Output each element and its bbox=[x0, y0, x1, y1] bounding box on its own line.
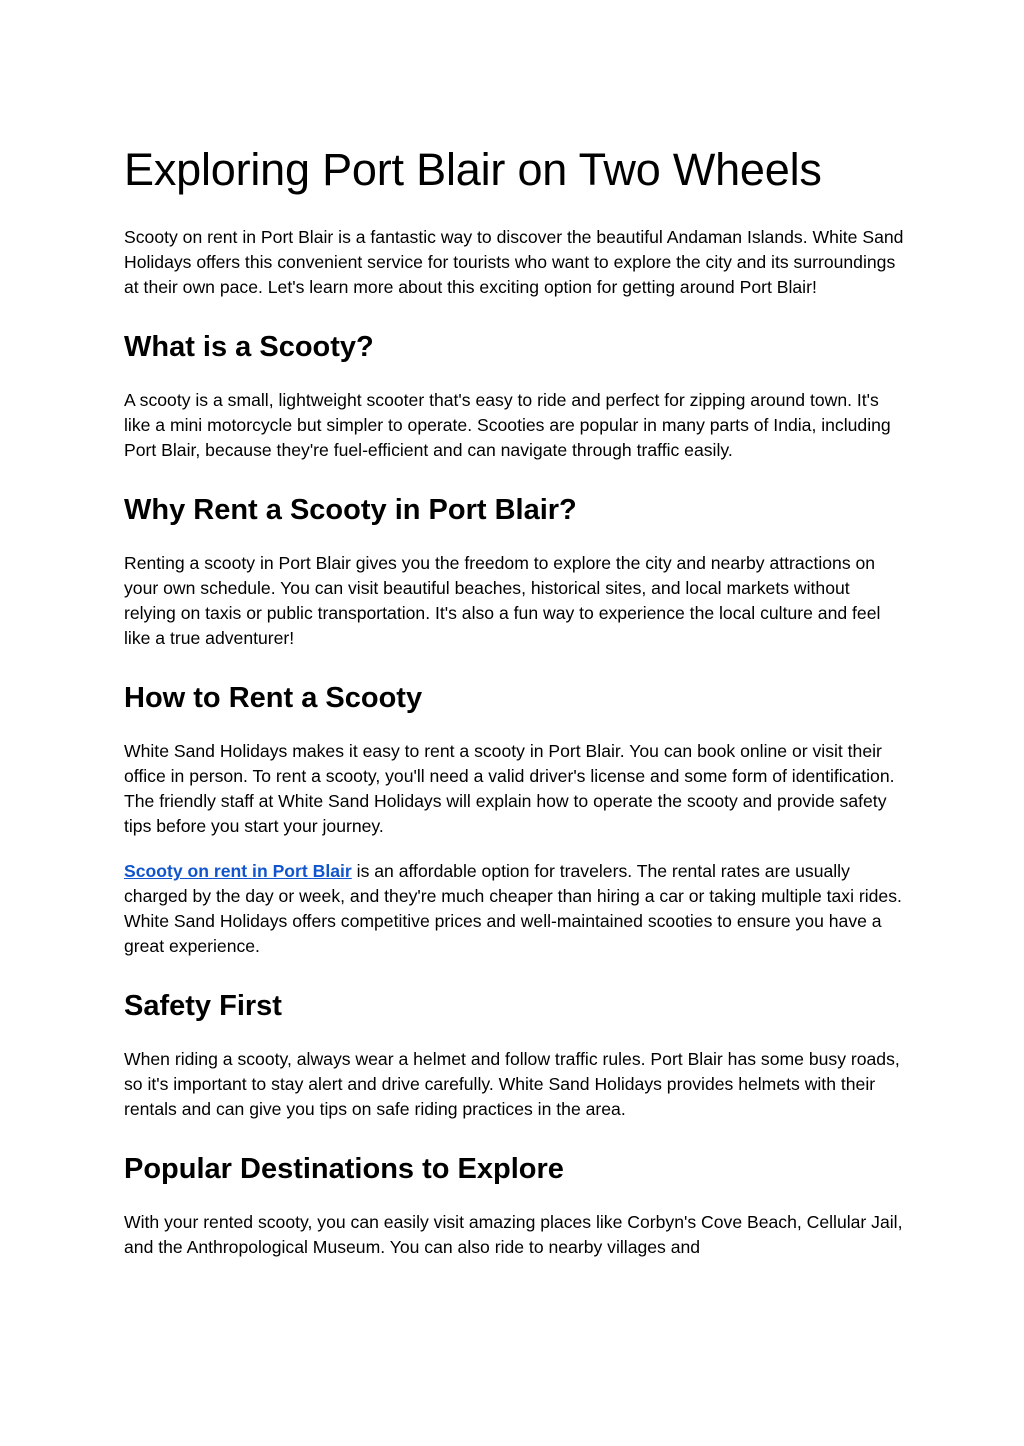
paragraph-how-to-rent: White Sand Holidays makes it easy to rent a scooty in Port Blair. You can book online or visit their office in person. To rent a scooty, you'll need a valid driver's license and some form of identification. The friendly staff at White Sand Holidays will explain how to operate the scooty and provide safety tips before you start your journey. bbox=[124, 741, 895, 836]
paragraph-popular-destinations: With your rented scooty, you can easily visit amazing places like Corbyn's Cove Beach, Cellular Jail, and the Anthropological Museum. You can also ride to nearby villages and bbox=[124, 1212, 903, 1257]
paragraph-why-rent: Renting a scooty in Port Blair gives you the freedom to explore the city and nearby attractions on your own schedule. You can visit beautiful beaches, historical sites, and local markets without relying on taxis or public transportation. It's also a fun way to experience the local culture and feel like a true adventurer! bbox=[124, 553, 881, 648]
document-title: Exploring Port Blair on Two Wheels bbox=[124, 144, 822, 195]
paragraph-pricing bbox=[124, 859, 904, 959]
heading-popular-destinations: Popular Destinations to Explore bbox=[124, 1153, 564, 1185]
pricing-text: is an affordable option for travelers. The rental rates are usually charged by the day or week, and they're much cheaper than hiring a car or taking multiple taxi rides. White Sand Holidays offers competitive prices and well-maintained scooties to ensure you have a great experience. bbox=[124, 861, 902, 956]
paragraph-what-is-scooty: A scooty is a small, lightweight scooter that's easy to ride and perfect for zipping around town. It's like a mini motorcycle but simpler to operate. Scooties are popular in many parts of India, including Port Blair, because they're fuel-efficient and can navigate through traffic easily. bbox=[124, 390, 891, 460]
heading-safety-first: Safety First bbox=[124, 990, 282, 1022]
heading-how-to-rent: How to Rent a Scooty bbox=[124, 682, 423, 714]
paragraph-safety-first: When riding a scooty, always wear a helmet and follow traffic rules. Port Blair has some busy roads, so it's important to stay alert and drive carefully. White Sand Holidays provides helmets with their rentals and can give you tips on safe riding practices in the area. bbox=[124, 1049, 900, 1119]
scooty-rent-link[interactable]: Scooty on rent in Port Blair bbox=[124, 861, 352, 881]
heading-why-rent: Why Rent a Scooty in Port Blair? bbox=[124, 494, 577, 526]
intro-paragraph: Scooty on rent in Port Blair is a fantastic way to discover the beautiful Andaman Islands. White Sand Holidays offers this convenient service for tourists who want to explore the city and its surroundings at their own pace. Let's learn more about this exciting option for getting around Port Blair! bbox=[124, 227, 904, 297]
heading-what-is-scooty: What is a Scooty? bbox=[124, 331, 374, 363]
